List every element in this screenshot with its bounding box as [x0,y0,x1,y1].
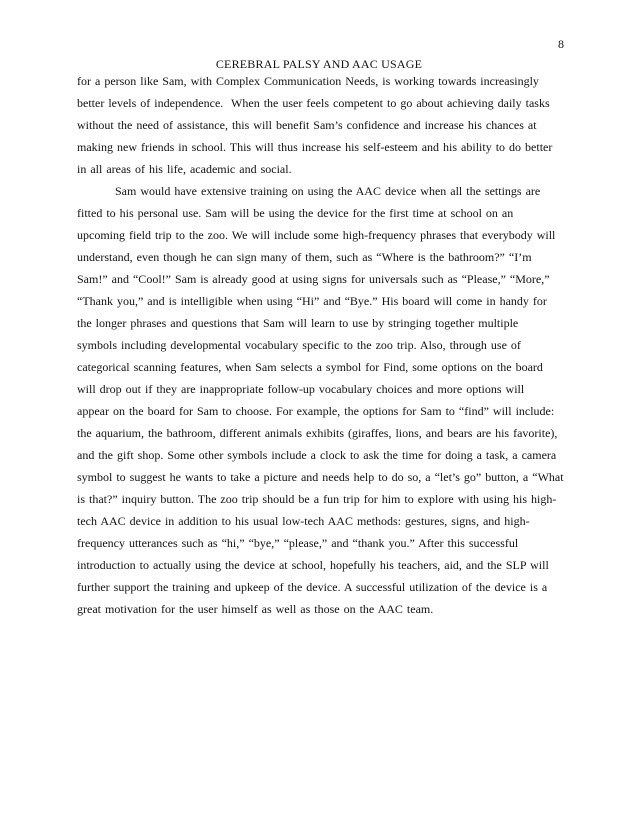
text-line: is that?” inquiry button. The zoo trip should be a fun trip for him to explore with using his high- [77,492,557,506]
text-line: understand, even though he can sign many of them, such as “Where is the bathroom?” “I’m [77,250,532,264]
text-line: better levels of independence. When the user feels competent to go about achieving daily tasks [77,96,550,110]
paragraph-first-line: Sam would have extensive training on using the AAC device when all the settings are [115,184,541,198]
text-line: frequency utterances such as “hi,” “bye,” “please,” and “thank you.” After this successful [77,536,519,550]
text-line: fitted to his personal use. Sam will be using the device for the first time at school on an [77,206,514,220]
text-line: and the gift shop. Some other symbols include a clock to ask the time for doing a task, a camera [77,448,557,462]
text-line: the aquarium, the bathroom, different animals exhibits (giraffes, lions, and bears are his favorite), [77,426,558,440]
running-head: CEREBRAL PALSY AND AAC USAGE [215,57,423,71]
text-line: introduction to actually using the device at school, hopefully his teachers, aid, and the SLP will [77,558,549,572]
text-line: for a person like Sam, with Complex Communication Needs, is working towards increasingly [77,74,539,88]
text-line: tech AAC device in addition to his usual low-tech AAC methods: gestures, signs, and high- [77,514,530,528]
text-line: without the need of assistance, this will benefit Sam’s confidence and increase his chances at [77,118,537,132]
text-line: further support the training and upkeep of the device. A successful utilization of the device is a [77,580,548,594]
text-line: categorical scanning features, when Sam selects a symbol for Find, some options on the board [77,360,543,374]
text-line: appear on the board for Sam to choose. For example, the options for Sam to “find” will include: [77,404,555,418]
text-line: symbols including developmental vocabulary specific to the zoo trip. Also, through use of [77,338,521,352]
text-line: symbol to suggest he wants to take a picture and needs help to do so, a “let’s go” button, a “What [77,470,564,484]
text-line: in all areas of his life, academic and social. [77,162,292,176]
text-line: great motivation for the user himself as well as those on the AAC team. [77,602,434,616]
text-line: will drop out if they are inappropriate follow-up vocabulary choices and more options will [77,382,525,396]
text-line: making new friends in school. This will thus increase his self-esteem and his ability to do better [77,140,553,154]
text-line: the longer phrases and questions that Sam will learn to use by stringing together multiple [77,316,519,330]
text-line: upcoming field trip to the zoo. We will include some high-frequency phrases that everybody will [77,228,556,242]
text-line: Sam!” and “Cool!” Sam is already good at using signs for universals such as “Please,” “More,” [77,272,550,286]
page-number: 8 [558,37,564,51]
body-text [77,70,565,620]
text-line: “Thank you,” and is intelligible when using “Hi” and “Bye.” His board will come in handy for [77,294,547,308]
